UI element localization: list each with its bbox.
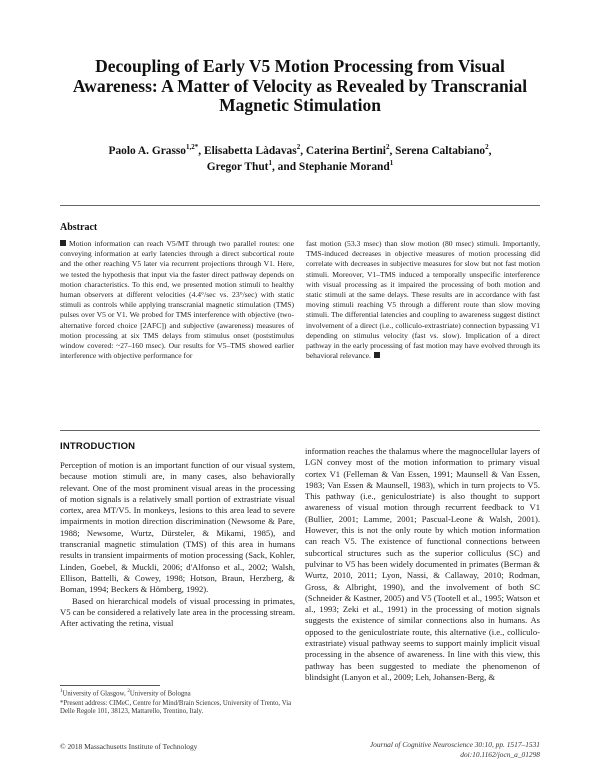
author-separator: , [300,145,306,157]
author-separator: , [488,145,492,157]
journal-citation [370,740,540,759]
abstract-rule [60,430,540,431]
abstract-right-column [306,239,540,361]
intro-left-column [60,460,295,629]
author-list [60,143,540,175]
abstract-left-column [60,239,294,361]
intro-paragraph-1: Perception of motion is an important function of our visual system, because motion stimuli are, in many cases, also behaviorally relevant. One of the most prominent visual areas in the processing of motion signals is a relatively small portion of extrastriate visual cortex, area MT/V5. In monkeys, lesions to this area lead to severe impairments in motion direction discrimination (Newsome & Pare, 1988; Newsome, Wurtz, Dürsteler, & Mikami, 1985), and transcranial magnetic stimulation (TMS) of this area in humans results in transient impairments of motion processing (Sack, Kohler, Linden, Goebel, & Muckli, 2006; d'Alfonso et al., 2002; Walsh, Ellison, Battelli, & Cowey, 1998; Hotson, Braun, Herzberg, & Boman, 1994; Beckers & Hömberg, 1992). [60,460,295,595]
copyright-line: © 2018 Massachusetts Institute of Technology [60,742,198,751]
author-name: Stephanie Morand$^1$ [298,159,394,173]
author-separator: , and [271,161,299,173]
author-affiliation: 1 [268,159,272,168]
paper-title: Decoupling of Early V5 Motion Processing from Visual Awareness: A Matter of Velocity as Revealed by Transcranial Magnetic Stimulation [72,56,528,115]
footnotes [60,688,295,718]
section-heading-introduction: INTRODUCTION [60,441,136,452]
doi-link[interactable]: doi:10.1162/jocn_a_01298 [460,749,540,759]
author-name: Caterina Bertini$^2$ [305,143,390,157]
affiliation-footnote: $^1$University of Glasgow, $^2$University of Bologna [60,689,191,698]
abstract-left-text: Motion information can reach V5/MT through two parallel routes: one conveying information at early latencies through a direct subcortical route and the other reaching V5 later via recurrent projections through V1. Here, we tested the hypothesis that input via the faster direct pathway depends on motion characteristics. To this end, we presented motion stimuli to healthy human observers at different velocities (4.4°/sec vs. 23°/sec) with static stimuli as controls while applying transcranial magnetic stimulation (TMS) pulses over V5 or V1. We probed for TMS interference with objective (two-alternative forced choice [2AFC]) and subjective (awareness) measures of motion processing at six TMS delays from stimulus onset (poststimulus window covered: ~27–160 msec). Our results for V5–TMS showed earlier interference with objective performance for [60,239,294,361]
top-rule [60,205,540,206]
abstract-heading: Abstract [60,222,98,233]
intro-right-column [305,446,540,683]
author-affiliation: 2 [485,143,489,152]
author-separator: , [389,145,396,157]
author-separator: , [198,145,204,157]
address-footnote: *Present address: CIMeC, Centre for Mind/Brain Sciences, University of Trento, Via Delle Regole 101, 38123, Mattarello, Trentino, Italy. [60,699,292,716]
author-name: Serena Caltabiano$^2$ [395,143,489,157]
intro-right-paragraph: information reaches the thalamus where the magnocellular layers of LGN convey most of the motion information to primary visual cortex V1 (Felleman & Van Essen, 1991; Maunsell & Van Essen, 1983; Van Essen & Maunsell, 1983), which in turn projects to V5. This pathway (i.e., geniculostriate) is also thought to support awareness of visual motion through recurrent feedback to V1 (Bullier, 2001; Lamme, 2001; Pascual-Leone & Walsh, 2001). However, this is not the only route by which motion information can reach V5. The existence of functional connections between subcortical structures such as the superior colliculus (SC) and pulvinar to V5 has been widely documented in primates (Berman & Wurtz, 2010, 2011; Lyon, Nassi, & Callaway, 2010; Rodman, Gross, & Albright, 1990), and the involvement of both SC (Schneider & Kastner, 2005) and V5 (Tootell et al., 1995; Watson et al., 1993; Zeki et al., 1991) in the processing of motion signals suggests the existence of similar connections also in humans. As opposed to the geniculostriate route, this alternative (i.e., colliculo-extrastriate) visual pathway seems to support mainly implicit visual processing in the absence of awareness. In line with this view, this pathway has been suggested to mediate the phenomenon of blindsight (Lanyon et al., 2009; Leh, Johansen-Berg, & [305,446,540,682]
author-affiliation: 2 [385,143,390,152]
author-affiliation: 1 [389,159,394,168]
intro-paragraph-2: Based on hierarchical models of visual processing in primates, V5 can be considered a relatively late area in the processing stream. After activating the retina, visual [60,595,295,629]
author-name: Elisabetta Làdavas$^2$ [203,143,301,157]
end-square-icon [374,352,380,358]
author-affiliation: 1,2* [186,143,199,152]
square-bullet-icon [60,240,66,246]
author-name: Gregor Thut$^1$ [206,159,272,173]
journal-reference: Journal of Cognitive Neuroscience 30:10, pp. 1517–1531 [369,740,540,749]
abstract-right-text: fast motion (53.3 msec) than slow motion (80 msec) stimuli. Importantly, TMS-induced decreases in objective measures of motion processing did correlate with decreases in subjective measures for slow but not fast motion stimuli. Moreover, V1–TMS induced a temporally unspecific interference with visual processing as it impaired the processing of both motion and static stimuli at the same delays. These results are in accordance with fast moving stimuli reaching V5 through a different route than slow moving stimuli. The differential latencies and coupling to awareness suggest distinct involvement of a direct (i.e., colliculo-extrastriate) connection bypassing V1 depending on stimulus velocity (fast vs. slow). Implication of a direct pathway in the early processing of fast motion may have evolved through its behavioral relevance. [306,239,540,361]
author-name: Paolo A. Grasso$^{1,2*}$ [108,143,199,157]
footnote-rule [60,685,160,686]
author-affiliation: 2 [296,143,301,152]
